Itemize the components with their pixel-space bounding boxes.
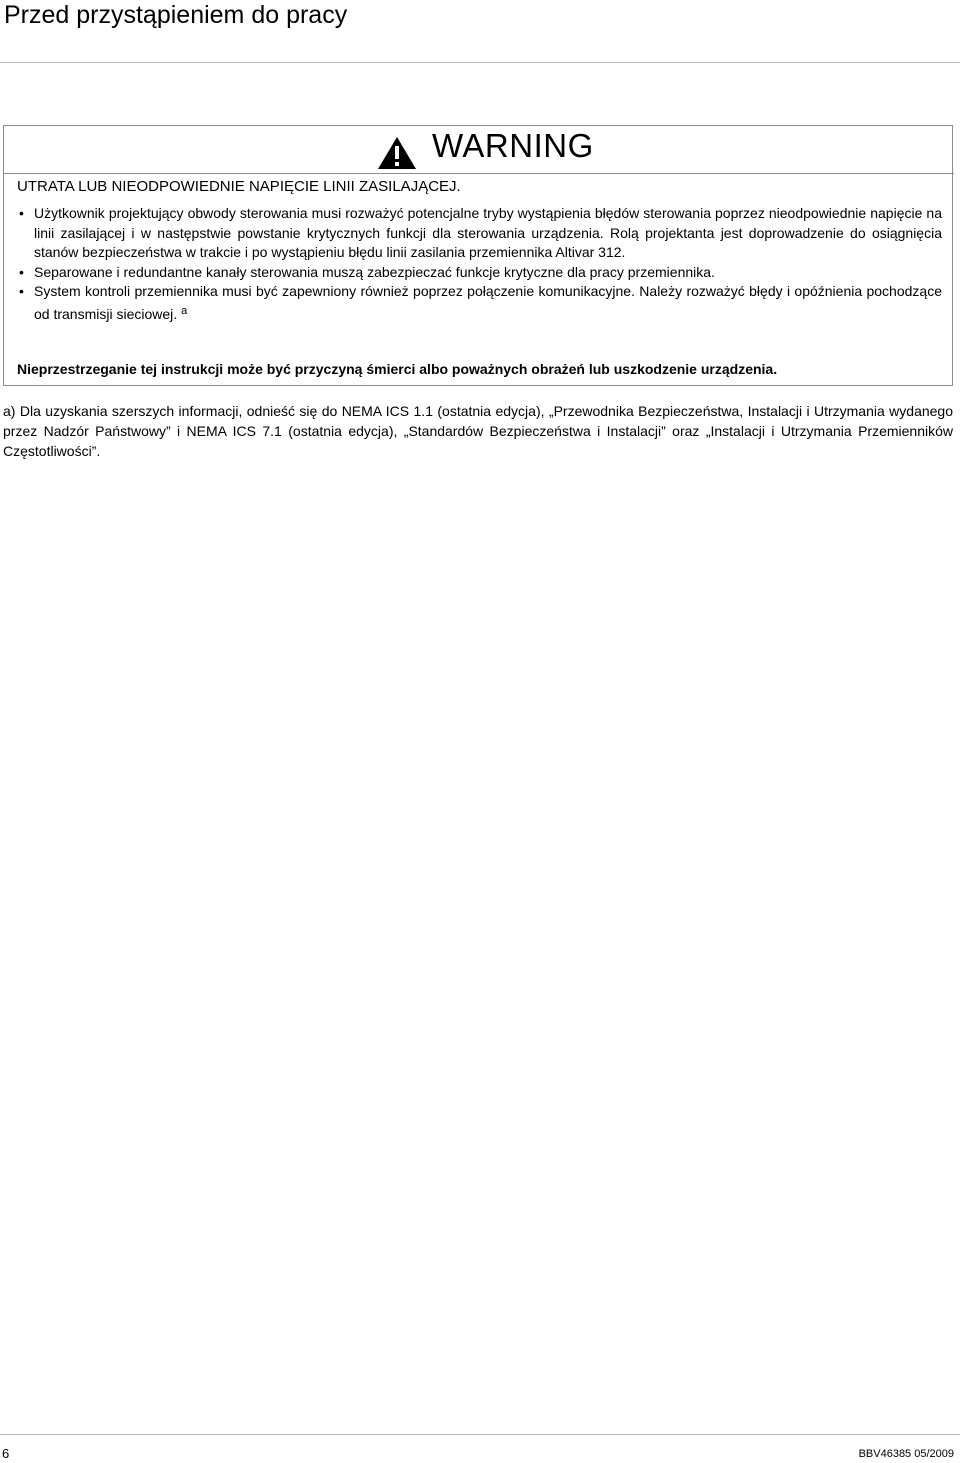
bullet-text: System kontroli przemiennika musi być zapewniony również poprzez połączenie komunikacyjne. Należy rozważyć błędy i opóźnienia pochodzące od transmisji sieciowej. bbox=[34, 283, 942, 322]
bullet-text: Użytkownik projektujący obwody sterowania musi rozważyć potencjalne tryby wystąpienia błędów sterowania poprzez nieodpowiednie napięcie na linii zasilającej i w następstwie powstanie krytycznych funkcji dla sterowania urządzenia. Rolą projektanta jest doprowadzenie do osiągnięcia stanów bezpieczeństwa w trakcie i po wystąpieniu błędu linii zasilania przemiennika Altivar 312. bbox=[34, 205, 942, 260]
footnote: a) Dla uzyskania szerszych informacji, odnieść się do NEMA ICS 1.1 (ostatnia edycja), „Przewodnika Bezpieczeństwa, Instalacji i Utrzymania wydanego przez Nadzór Państwowy” i NEMA ICS 7.1 (ostatnia edycja), „Standardów Bezpieczeństwa i Instalacji” oraz „Instalacji i Utrzymania Przemienników Częstotliwości”. bbox=[3, 403, 953, 459]
page-title: Przed przystąpieniem do pracy bbox=[4, 1, 348, 29]
consequence-statement: Nieprzestrzeganie tej instrukcji może być przyczyną śmierci albo poważnych obrażeń lub uszkodzenie urządzenia. bbox=[17, 361, 778, 377]
footnote-marker: a bbox=[181, 304, 188, 317]
page-number: 6 bbox=[2, 1446, 10, 1461]
warning-bullet bbox=[16, 263, 942, 283]
warning-bullet bbox=[16, 204, 942, 263]
title-divider bbox=[0, 62, 960, 63]
warning-box bbox=[3, 125, 953, 386]
warning-bullet-list bbox=[16, 204, 942, 324]
warning-label: WARNING bbox=[432, 127, 594, 164]
footer-divider bbox=[0, 1434, 960, 1435]
document-reference: BBV46385 05/2009 bbox=[858, 1448, 954, 1460]
warning-header bbox=[4, 126, 954, 174]
bullet-text: Separowane i redundantne kanały sterowania muszą zabezpieczać funkcje krytyczne dla pracy przemiennika. bbox=[34, 263, 715, 280]
warning-triangle-icon bbox=[377, 136, 417, 170]
hazard-title: UTRATA LUB NIEODPOWIEDNIE NAPIĘCIE LINII ZASILAJĄCEJ. bbox=[17, 178, 461, 195]
warning-bullet bbox=[16, 282, 942, 324]
